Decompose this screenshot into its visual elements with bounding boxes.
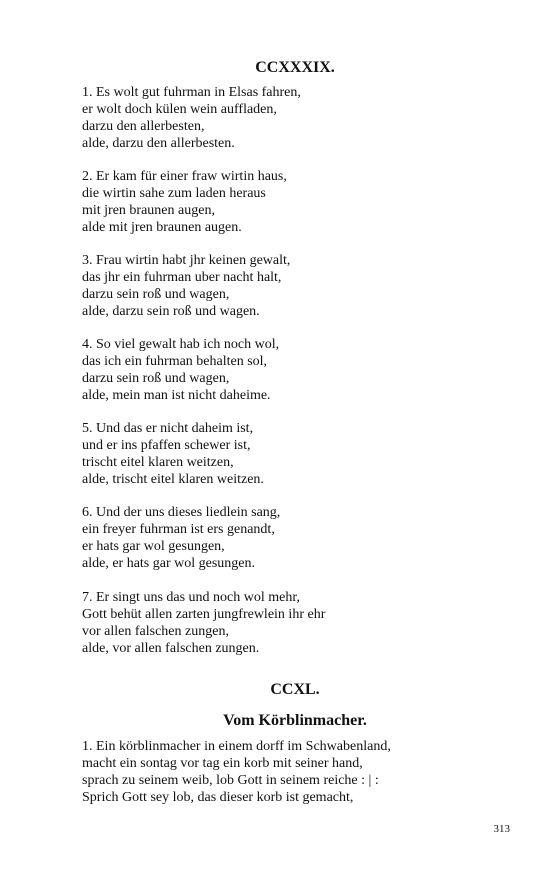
stanza: [82, 336, 279, 404]
verse-line: Gott behüt allen zarten jungfrewlein ihr ehr: [82, 607, 326, 622]
verse-line: 6. Und der uns dieses liedlein sang,: [82, 505, 281, 520]
verse-line: 4. So viel gewalt hab ich noch wol,: [82, 337, 280, 352]
song-title-heading: Vom Körblinmacher.: [223, 712, 367, 729]
stanza: [82, 252, 290, 320]
stanza: [82, 168, 287, 236]
verse-line: alde, vor allen falschen zungen.: [82, 641, 260, 656]
verse-line: er hats gar wol gesungen,: [82, 539, 225, 554]
verse-line: die wirtin sahe zum laden heraus: [82, 186, 266, 201]
verse-line: darzu den allerbesten,: [82, 119, 205, 134]
page-number: 313: [493, 823, 510, 835]
verse-line: darzu sein roß und wagen,: [82, 287, 230, 302]
stanza: [82, 589, 325, 657]
verse-line: sprach zu seinem weib, lob Gott in seinem reiche : | :: [82, 773, 379, 788]
verse-line: und er ins pfaffen schewer ist,: [82, 438, 251, 453]
song-number-heading: CCXXXIX.: [255, 59, 335, 76]
verse-line: 1. Es wolt gut fuhrman in Elsas fahren,: [82, 85, 301, 100]
verse-line: vor allen falschen zungen,: [82, 624, 229, 639]
verse-line: 1. Ein körblinmacher in einem dorff im Schwabenland,: [82, 739, 391, 754]
verse-line: alde, trischt eitel klaren weitzen.: [82, 472, 264, 487]
verse-line: das jhr ein fuhrman uber nacht halt,: [82, 270, 282, 285]
stanza: [82, 420, 264, 488]
verse-line: trischt eitel klaren weitzen,: [82, 455, 234, 470]
verse-line: 3. Frau wirtin habt jhr keinen gewalt,: [82, 253, 291, 268]
verse-line: mit jren braunen augen,: [82, 203, 215, 218]
verse-line: alde, er hats gar wol gesungen.: [82, 556, 255, 571]
verse-line: darzu sein roß und wagen,: [82, 371, 230, 386]
stanza: [82, 84, 301, 152]
verse-line: 5. Und das er nicht daheim ist,: [82, 421, 254, 436]
verse-line: ein freyer fuhrman ist ers genandt,: [82, 522, 275, 537]
verse-line: alde, mein man ist nicht daheime.: [82, 388, 271, 403]
stanza: [82, 504, 280, 572]
verse-line: Sprich Gott sey lob, das dieser korb ist gemacht,: [82, 790, 354, 805]
verse-line: macht ein sontag vor tag ein korb mit seiner hand,: [82, 756, 363, 771]
verse-line: 7. Er singt uns das und noch wol mehr,: [82, 590, 300, 605]
verse-line: das ich ein fuhrman behalten sol,: [82, 354, 268, 369]
verse-line: alde, darzu sein roß und wagen.: [82, 304, 260, 319]
verse-line: alde mit jren braunen augen.: [82, 220, 242, 235]
verse-line: er wolt doch külen wein auffladen,: [82, 102, 277, 117]
stanza: [82, 738, 391, 806]
verse-line: 2. Er kam für einer fraw wirtin haus,: [82, 169, 287, 184]
verse-line: alde, darzu den allerbesten.: [82, 136, 235, 151]
song-number-heading: CCXL.: [270, 681, 320, 698]
